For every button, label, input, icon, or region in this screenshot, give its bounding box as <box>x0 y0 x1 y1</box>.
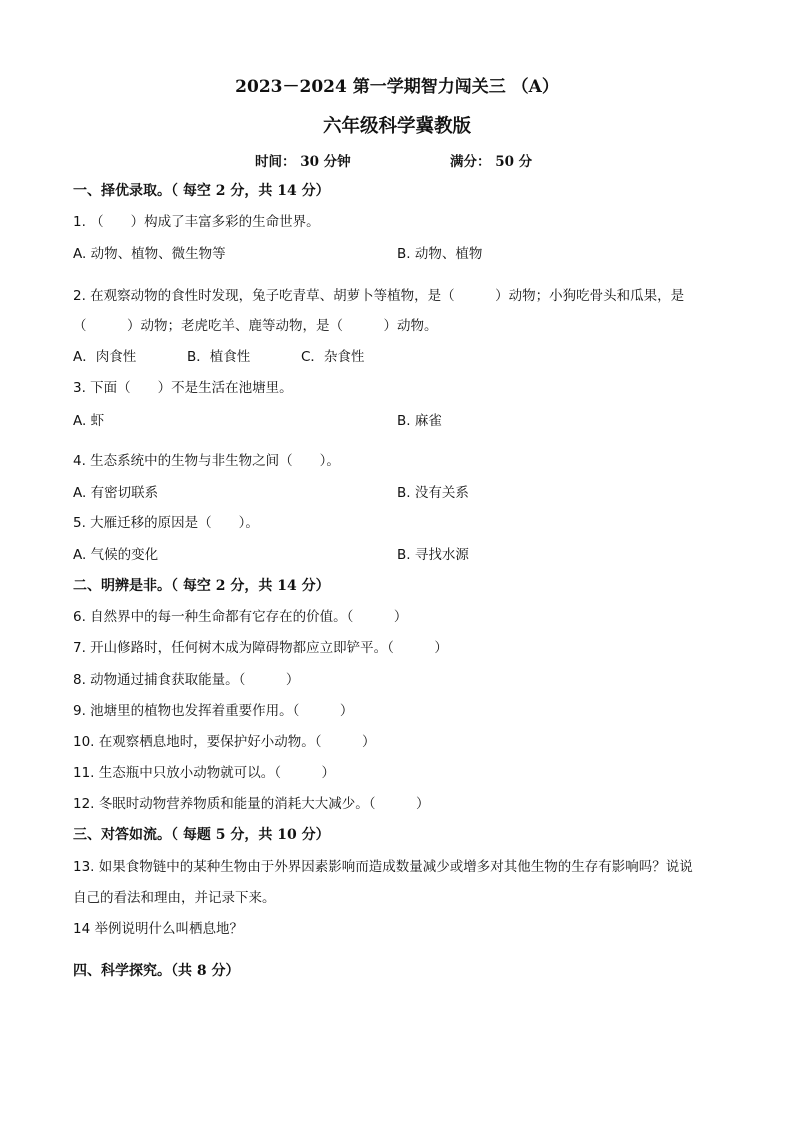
exam-subtitle: 六年级科学冀教版 <box>322 116 471 137</box>
section-3-heading: 三、对答如流。（ 每题 5 分，共 10 分） <box>73 827 330 843</box>
question-4-option-b: B. 没有关系 <box>397 485 469 501</box>
question-2-stem-line1: 2. 在观察动物的食性时发现，兔子吃青草、胡萝卜等植物，是（ ）动物；小狗吃骨头和瓜果，是 <box>73 288 685 304</box>
section-4-heading: 四、科学探究。（共 8 分） <box>73 963 240 979</box>
question-8: 8. 动物通过捕食获取能量。（ ） <box>73 672 300 688</box>
question-1-option-a: A. 动物、植物、微生物等 <box>73 246 226 262</box>
section-2-heading: 二、明辨是非。（ 每空 2 分，共 14 分） <box>73 578 330 594</box>
question-3-option-a: A. 虾 <box>73 413 105 429</box>
question-3-option-b: B. 麻雀 <box>397 413 442 429</box>
section-1-heading: 一、择优录取。（ 每空 2 分，共 14 分） <box>73 183 330 199</box>
question-4-option-a: A. 有密切联系 <box>73 485 159 501</box>
question-14-stem: 14 举例说明什么叫栖息地？ <box>73 921 243 937</box>
question-2-options <box>73 348 382 366</box>
question-5-option-b: B. 寻找水源 <box>397 547 469 563</box>
question-10: 10. 在观察栖息地时，要保护好小动物。（ ） <box>73 734 376 750</box>
question-6: 6. 自然界中的每一种生命都有它存在的价值。（ ） <box>73 609 408 625</box>
question-4-stem: 4. 生态系统中的生物与非生物之间（ ）。 <box>73 453 340 469</box>
exam-time: 时间： 30 分钟 <box>255 154 351 170</box>
exam-title: 2023－2024 第一学期智力闯关三 （A） <box>235 77 559 97</box>
question-13-line2: 自己的看法和理由，并记录下来。 <box>73 890 276 906</box>
question-3-stem: 3. 下面（ ）不是生活在池塘里。 <box>73 380 293 396</box>
question-2-option-a: A．肉食性 <box>73 349 137 365</box>
question-5-stem: 5. 大雁迁移的原因是（ ）。 <box>73 515 259 531</box>
question-9: 9. 池塘里的植物也发挥着重要作用。（ ） <box>73 703 354 719</box>
question-13-line1: 13. 如果食物链中的某种生物由于外界因素影响而造成数量减少或增多对其他生物的生存有影响吗？说说 <box>73 859 693 875</box>
question-11: 11. 生态瓶中只放小动物就可以。（ ） <box>73 765 336 781</box>
question-5-option-a: A. 气候的变化 <box>73 547 159 563</box>
question-1-option-b: B. 动物、植物 <box>397 246 483 262</box>
exam-score: 满分： 50 分 <box>450 154 533 170</box>
question-1-stem: 1. （ ）构成了丰富多彩的生命世界。 <box>73 214 320 230</box>
question-2-stem-line2: （ ）动物；老虎吃羊、鹿等动物，是（ ）动物。 <box>73 318 438 334</box>
question-7: 7. 开山修路时，任何树木成为障碍物都应立即铲平。（ ） <box>73 640 448 656</box>
question-12: 12. 冬眠时动物营养物质和能量的消耗大大减少。（ ） <box>73 796 430 812</box>
question-2-option-b: B．植食性 <box>187 349 251 365</box>
question-2-option-c: C．杂食性 <box>301 349 365 365</box>
